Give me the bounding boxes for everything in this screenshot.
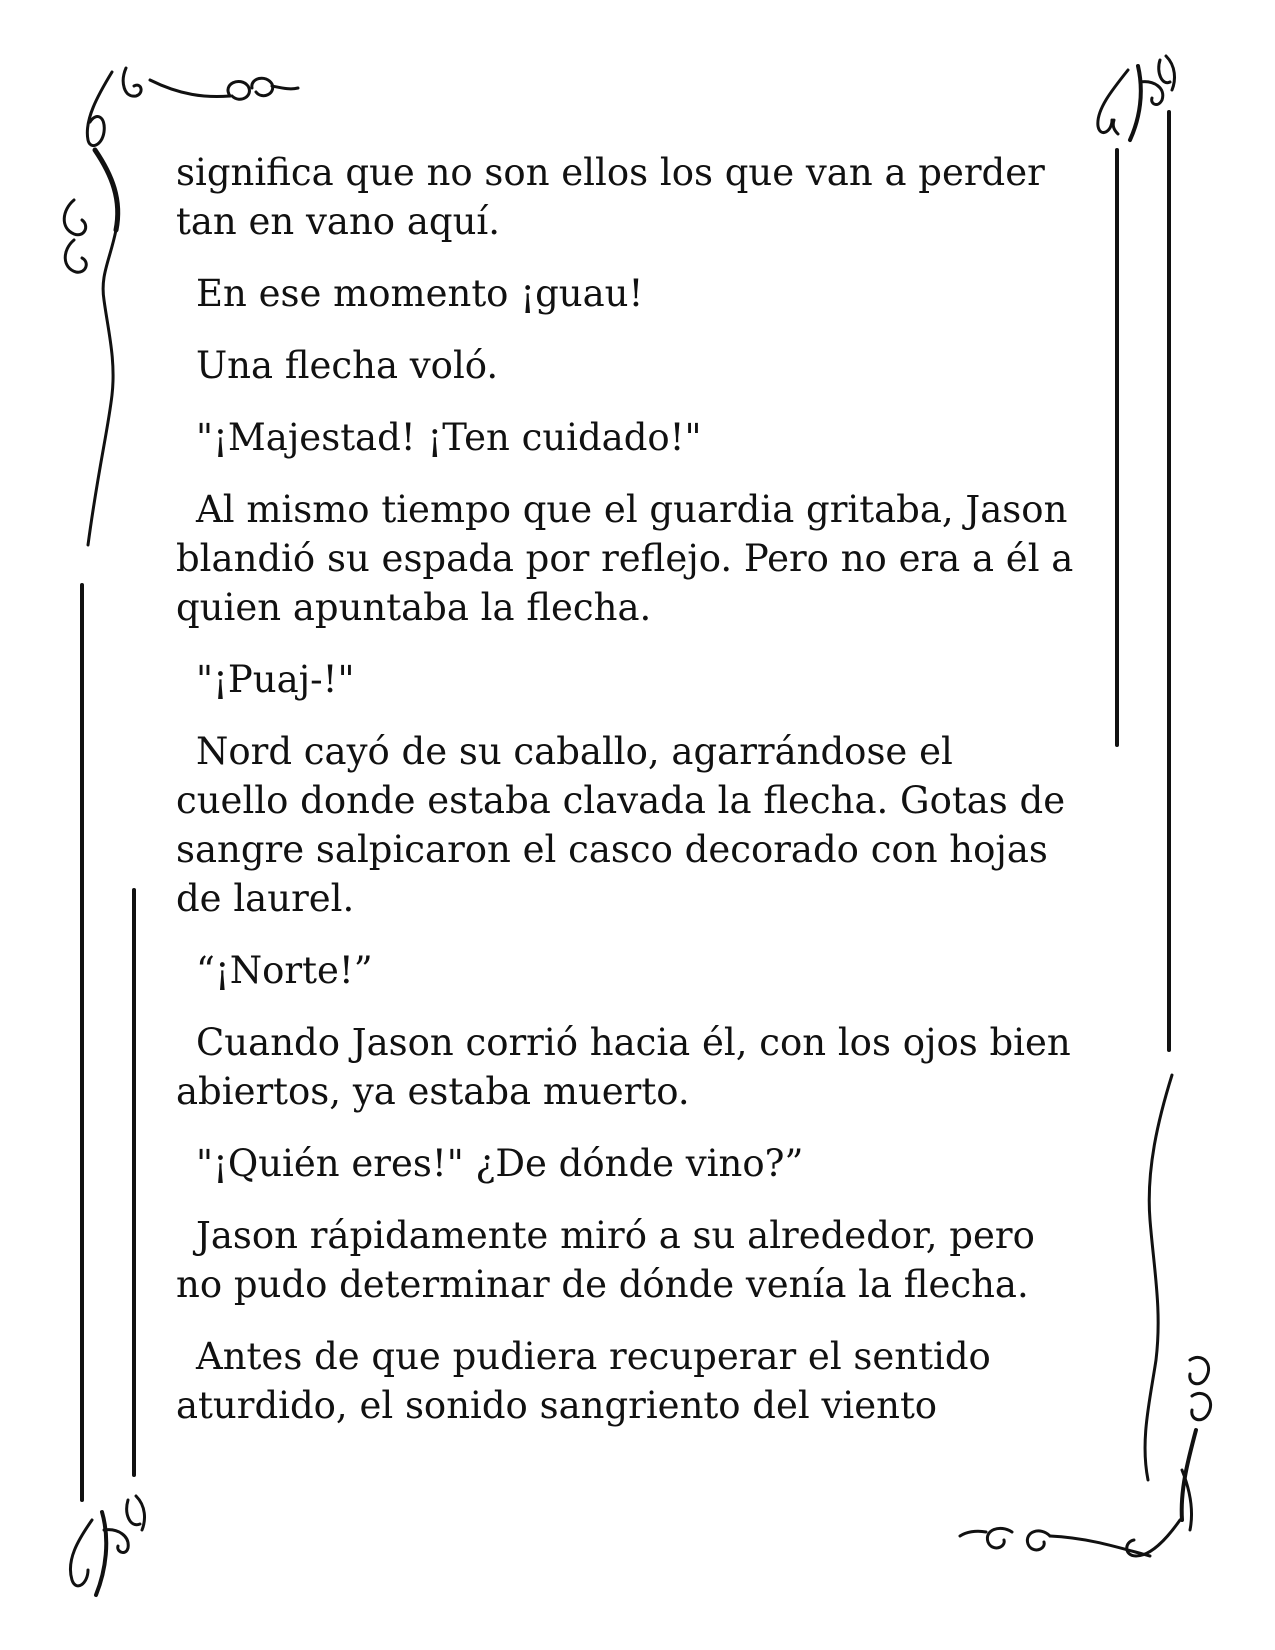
paragraph: “¡Norte!”: [196, 949, 373, 992]
paragraph: "¡Puaj-!": [196, 658, 355, 701]
paragraph: Al mismo tiempo que el guardia gritaba, Jason blandió su espada por reflejo. Pero no era a él a quien apuntaba la flecha.: [176, 488, 1074, 629]
flourish-bottom-left-icon: [70, 1496, 144, 1595]
paragraph: significa que no son ellos los que van a perder tan en vano aquí.: [176, 151, 1045, 243]
paragraph: Nord cayó de su caballo, agarrándose el cuello donde estaba clavada la flecha. Gotas de sangre salpicaron el casco decorado con hojas de laurel.: [176, 730, 1066, 920]
paragraph: "¡Majestad! ¡Ten cuidado!": [196, 416, 702, 459]
flourish-top-right-icon: [1098, 56, 1175, 140]
paragraph: Jason rápidamente miró a su alrededor, pero no pudo determinar de dónde venía la flecha.: [176, 1214, 1035, 1306]
paragraph: En ese momento ¡guau!: [196, 272, 644, 315]
paragraph: Antes de que pudiera recuperar el sentido aturdido, el sonido sangriento del viento: [176, 1335, 991, 1427]
body-text: [176, 148, 1076, 1453]
paragraph: Una flecha voló.: [196, 344, 499, 387]
paragraph: "¡Quién eres!" ¿De dónde vino?”: [196, 1142, 804, 1185]
paragraph: Cuando Jason corrió hacia él, con los ojos bien abiertos, ya estaba muerto.: [176, 1021, 1071, 1113]
